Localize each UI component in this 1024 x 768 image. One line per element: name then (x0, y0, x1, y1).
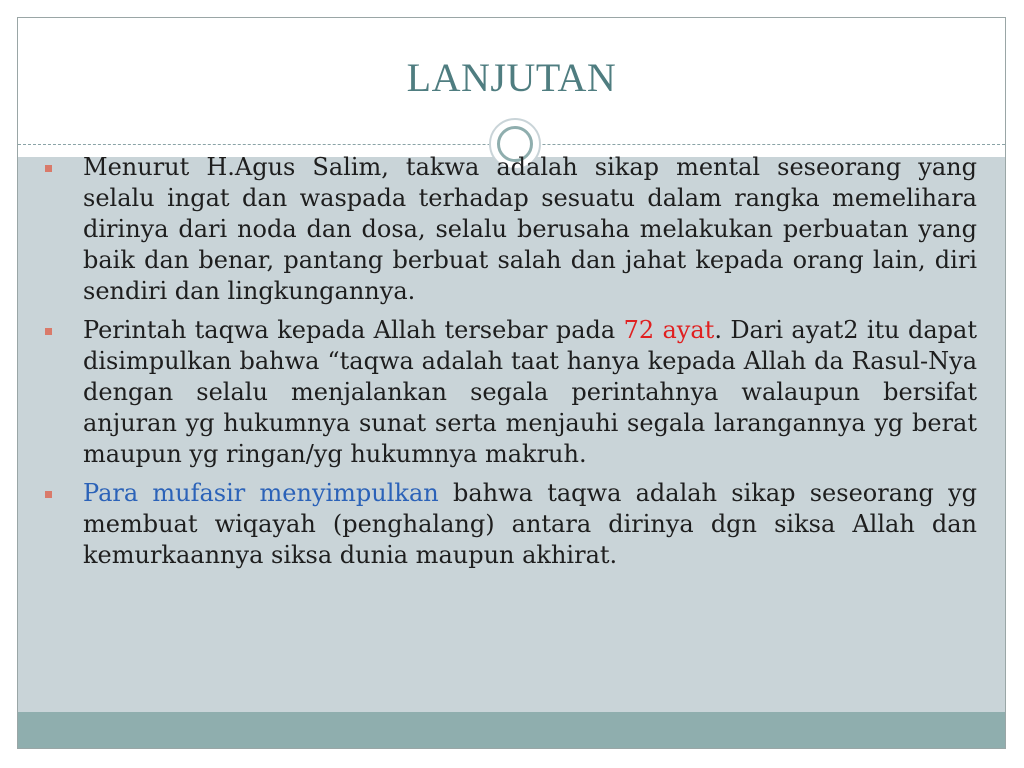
bullet-square-icon (45, 328, 52, 335)
bullet-2-text-after: . Dari ayat2 itu dapat disimpulkan bahwa “taqwa adalah taat hanya kepada Allah da Rasul-Nya dengan selalu menjalankan segala perintahnya walaupun bersifat anjuran yg hukumnya sunat serta menjauhi segala larangannya yg berat maupun yg ringan/yg hukumnya makruh. (83, 316, 977, 468)
bullet-item-2 (44, 315, 977, 470)
bullet-square-icon (45, 165, 52, 172)
bullet-list (44, 152, 977, 579)
bullet-2-highlight: 72 ayat (623, 316, 715, 344)
footer-band (18, 712, 1005, 748)
bullet-3-highlight: Para mufasir menyimpulkan (83, 479, 439, 507)
bullet-1-text: Menurut H.Agus Salim, takwa adalah sikap mental seseorang yang selalu ingat dan waspada terhadap sesuatu dalam rangka memelihara dirinya dari noda dan dosa, selalu berusaha melakukan perbuatan yang baik dan benar, pantang berbuat salah dan jahat kepada orang lain, diri sendiri dan lingkungannya. (83, 153, 977, 305)
bullet-item-3 (44, 478, 977, 571)
bullet-3-text-after: bahwa taqwa adalah sikap seseorang yg membuat wiqayah (penghalang) antara dirinya dgn siksa Allah dan kemurkaannya siksa dunia maupun akhirat. (83, 479, 977, 569)
bullet-item-1 (44, 152, 977, 307)
bullet-2-text-before: Perintah taqwa kepada Allah tersebar pada (83, 316, 624, 344)
bullet-square-icon (45, 491, 52, 498)
slide-title: LANJUTAN (406, 55, 617, 100)
